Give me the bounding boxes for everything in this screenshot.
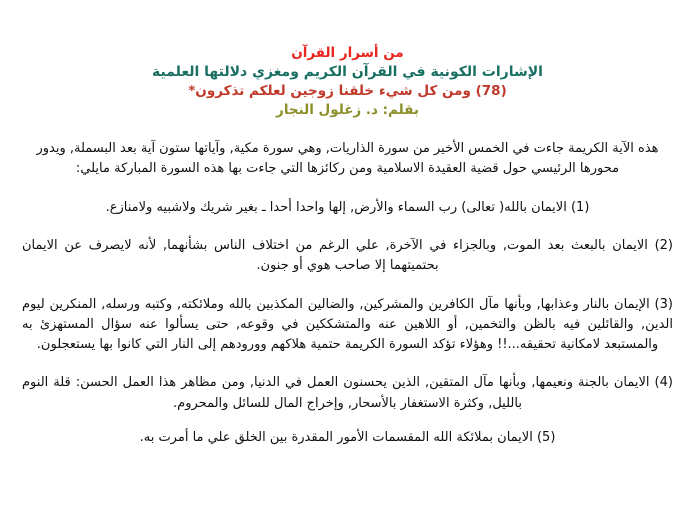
paragraph-point-2: (2) الايمان بالبعث بعد الموت, وبالجزاء في الآخرة, علي الرغم من اختلاف الناس بشأنهما, لأنه لايصرف عن الايمان بحتميتهما إلا صاحب هوي أو جنون. (22, 237, 673, 274)
paragraph-spacer (22, 277, 673, 295)
paragraph-point-3: (3) الإيمان بالنار وعذابها, وبأنها مآل الكافرين والمشركين, والضالين المكذبين بالله وملائكته, وكتبه ورسله, المنكرين ليوم الدين, والقائلين فيه بالظن والتخمين, أو اللاهين عنه والمتشككين في وقوعه, حتى يسألوا عنه سؤال المستهزئ به والمستبعد لامكانية تحقيقه...!! وهؤلاء تؤكد السورة الكريمة حتمية هلاكهم وورودهم إلى النار التي كانوا بها يستعجلون. (22, 296, 673, 353)
document-header (0, 0, 695, 119)
document-body (0, 139, 695, 448)
paragraph-spacer (22, 355, 673, 373)
document-author-byline: بقلم: د. زغلول النجار (276, 101, 419, 118)
paragraph-spacer (22, 414, 673, 428)
paragraph-point-5: (5) الايمان بملائكة الله المقسمات الأمور المقدرة بين الخلق علي ما أمرت به. (139, 429, 556, 445)
document-title-main: من أسرار القرآن (291, 45, 404, 61)
paragraph-spacer (22, 180, 673, 198)
document-title-verse: (78) ومن كل شيء خلقنا زوجين لعلكم تذكرون* (188, 82, 507, 99)
paragraph-spacer (22, 218, 673, 236)
paragraph-point-1: (1) الايمان بالله( تعالى) رب السماء والأرض, إلها واحدا أحدا ـ بغير شريك ولاشبيه ولامنازع. (105, 199, 590, 215)
document-title-subtitle: الإشارات الكونية في القرآن الكريم ومغزي دلالتها العلمية (152, 63, 543, 80)
paragraph-point-4: (4) الايمان بالجنة ونعيمها, وبأنها مآل المتقين, الذين يحسنون العمل في الدنيا, ومن مظاهر هذا العمل الحسن: قلة النوم بالليل, وكثرة الاستغفار بالأسحار, وإخراج المال للسائل والمحروم. (22, 375, 673, 411)
paragraph-intro: هذه الآية الكريمة جاءت في الخمس الأخير من سورة الذاريات, وهي سورة مكية, وآياتها ستون آية بعد البسملة, ويدور محورها الرئيسي حول قضية العقيدة الاسلامية ومن ركائزها التي جاءت بها هذه السورة المباركة مايلي: (36, 141, 659, 177)
